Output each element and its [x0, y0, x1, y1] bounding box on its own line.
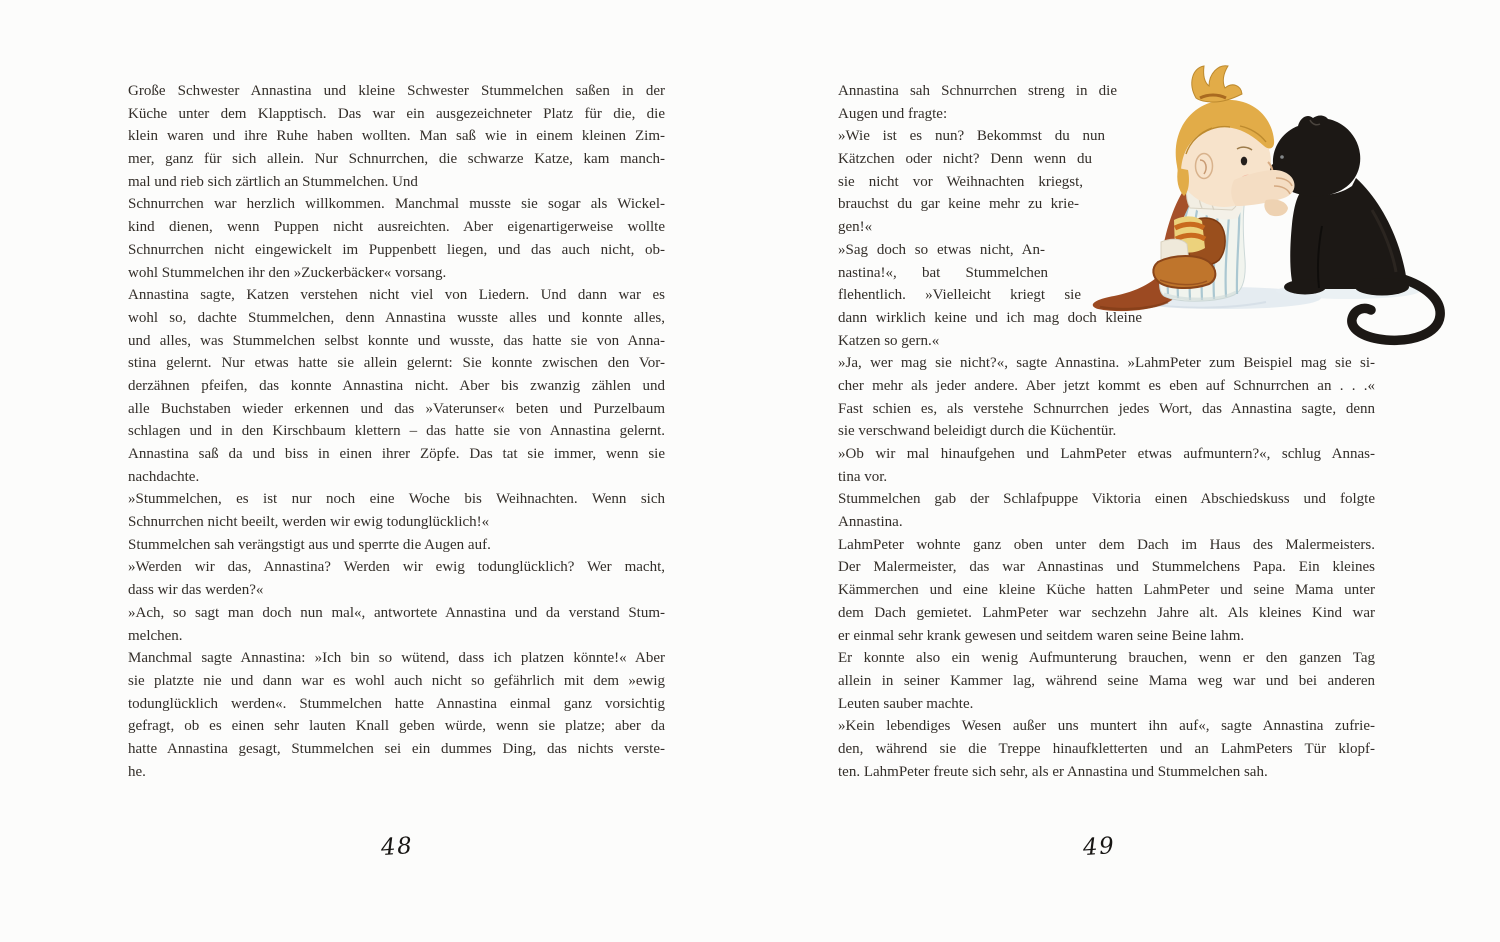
text-line: brauchst du gar keine mehr zu krie- [838, 196, 1079, 213]
text-line: dann wirklich keine und ich mag doch kleine [838, 309, 1142, 326]
text-line: wohl Stummelchen ihr den »Zuckerbäcker« vorsang. [128, 264, 447, 281]
text-line: gen!« [838, 219, 873, 236]
text-line: er einmal sehr krank gewesen und seitdem waren seine Beine lahm. [838, 627, 1245, 644]
page-49-text [838, 80, 1375, 783]
text-line: Schnurrchen nicht eingewickelt im Puppenbett liegen, und das auch nicht, ob- [128, 241, 665, 258]
page-48-text [128, 80, 665, 783]
text-line: Augen und fragte: [838, 105, 948, 122]
text-line: dass wir das werden?« [128, 582, 264, 599]
page-number-48: 48 [380, 832, 415, 862]
text-line: LahmPeter wohnte ganz oben unter dem Dach im Haus des Malermeisters. [838, 536, 1375, 553]
text-line: Annastina saß da und biss in einen ihrer Zöpfe. Das tat sie immer, wenn sie [128, 446, 665, 462]
text-line: Küche unter dem Klapptisch. Das war ein ausgezeichneter Platz für die, die [128, 105, 665, 122]
text-line: dem Dach gemietet. LahmPeter war sechzehn Jahre alt. Als kleines Kind war [838, 604, 1375, 621]
text-line: alle Buchstaben wieder erkennen und das »Vaterunser« beten und Purzelbaum [128, 400, 665, 417]
text-line: »Wie ist es nun? Bekommst du nun [838, 128, 1105, 145]
text-line: und alles, was Stummelchen selbst konnte und wusste, das hatte sie von Anna- [128, 332, 665, 349]
text-line: mer, ganz für sich allein. Nur Schnurrchen, die schwarze Katze, kam manch- [128, 151, 665, 168]
text-line: Schnurrchen nicht beeilt, werden wir ewig todunglücklich!« [128, 514, 490, 531]
text-line: cher mehr als jeder andere. Aber jetzt kommt es eben auf Schnurrchen an . . .« [838, 377, 1375, 394]
text-line: Große Schwester Annastina und kleine Schwester Stummelchen saßen in der [128, 83, 665, 99]
text-line: sie verschwand beleidigt durch die Küchentür. [838, 423, 1117, 440]
text-line: todunglücklich werden«. Stummelchen hatte Annastina einmal ganz vorsichtig [128, 695, 665, 712]
text-line: »Ja, wer mag sie nicht?«, sagte Annastina. »LahmPeter zum Beispiel mag sie si- [838, 355, 1375, 372]
text-line: stina gelernt. Nur etwas hatte sie allein gelernt: Sie konnte zwischen den Vor- [128, 355, 665, 372]
text-line: hatte Annastina gesagt, Stummelchen sei ein dummes Ding, das nichts verste- [128, 740, 665, 757]
text-line: gefragt, ob es einen sehr lauten Knall geben würde, wenn sie platze; aber da [128, 718, 665, 735]
text-line: melchen. [128, 627, 183, 644]
text-line: »Sag doch so etwas nicht, An- [838, 241, 1045, 258]
text-line: Kämmerchen und eine kleine Küche hatten LahmPeter und seine Mama unter [838, 582, 1375, 599]
text-line: sie platzte nie und dann war es wohl auch nicht so gefährlich mit dem »ewig [128, 672, 665, 689]
text-line: he. [128, 763, 146, 780]
text-line: kind dienen, wenn Puppen nicht ausreichten. Aber eigenartigerweise wollte [128, 219, 665, 236]
text-line: Fast schien es, als verstehe Schnurrchen jedes Wort, das Annastina sagte, denn [838, 400, 1375, 417]
text-line: nastina!«, bat Stummelchen [838, 264, 1048, 281]
text-line: sie nicht vor Weihnachten kriegst, [838, 173, 1083, 190]
text-line: nachdachte. [128, 468, 200, 485]
text-line: flehentlich. »Vielleicht kriegt sie [838, 287, 1081, 304]
text-line: »Werden wir das, Annastina? Werden wir ewig todunglücklich? Wer macht, [128, 559, 665, 576]
text-line: Annastina. [838, 514, 903, 531]
text-line: Kätzchen oder nicht? Denn wenn du [838, 151, 1092, 168]
text-line: tina vor. [838, 468, 888, 485]
text-line: mal und rieb sich zärtlich an Stummelchen. Und [128, 173, 418, 190]
text-line: »Ob wir mal hinaufgehen und LahmPeter etwas aufmuntern?«, schlug Annas- [838, 446, 1375, 462]
text-line: »Ach, so sagt man doch nun mal«, antwortete Annastina und da verstand Stum- [128, 604, 665, 621]
text-line: Katzen so gern.« [838, 332, 940, 349]
text-line: allein in seiner Kammer lag, während seine Mama weg war und bei anderen [838, 672, 1375, 689]
text-line: »Stummelchen, es ist nur noch eine Woche bis Weihnachten. Wenn sich [128, 491, 665, 508]
text-line: wohl so, dachte Stummelchen, denn Annastina wusste alles und konnte alles, [128, 309, 665, 326]
text-line: Der Malermeister, das war Annastinas und Stummelchens Papa. Ein kleines [838, 559, 1375, 576]
text-line: Stummelchen sah verängstigt aus und sperrte die Augen auf. [128, 536, 491, 553]
page-number-49: 49 [1082, 832, 1117, 862]
text-line: Leuten sauber machte. [838, 695, 974, 712]
text-line: schlagen und in den Kirschbaum klettern – das hatte sie von Annastina gelernt. [128, 423, 665, 440]
text-line: Annastina sah Schnurrchen streng in die [838, 83, 1117, 99]
text-line: ten. LahmPeter freute sich sehr, als er Annastina und Stummelchen sah. [838, 763, 1268, 780]
text-line: Manchmal sagte Annastina: »Ich bin so wütend, dass ich platzen könnte!« Aber [128, 650, 665, 667]
text-line: »Kein lebendiges Wesen außer uns muntert ihn auf«, sagte Annastina zufrie- [838, 718, 1375, 735]
text-line: den, während sie die Treppe hinaufkletterten und an LahmPeters Tür klopf- [838, 740, 1375, 757]
text-line: Er konnte also ein wenig Aufmunterung brauchen, wenn er den ganzen Tag [838, 650, 1375, 667]
text-line: Annastina sagte, Katzen verstehen nicht viel von Liedern. Und dann war es [128, 287, 665, 304]
text-line: Schnurrchen war herzlich willkommen. Manchmal musste sie sogar als Wickel- [128, 196, 665, 213]
text-line: Stummelchen gab der Schlafpuppe Viktoria einen Abschiedskuss und folgte [838, 491, 1375, 508]
text-line: klein waren und ihre Ruhe haben wollten. Man saß wie in einem kleinen Zim- [128, 128, 665, 145]
text-line: derzähnen pfeifen, das konnte Annastina nicht. Aber bis zwanzig zählen und [128, 377, 665, 394]
